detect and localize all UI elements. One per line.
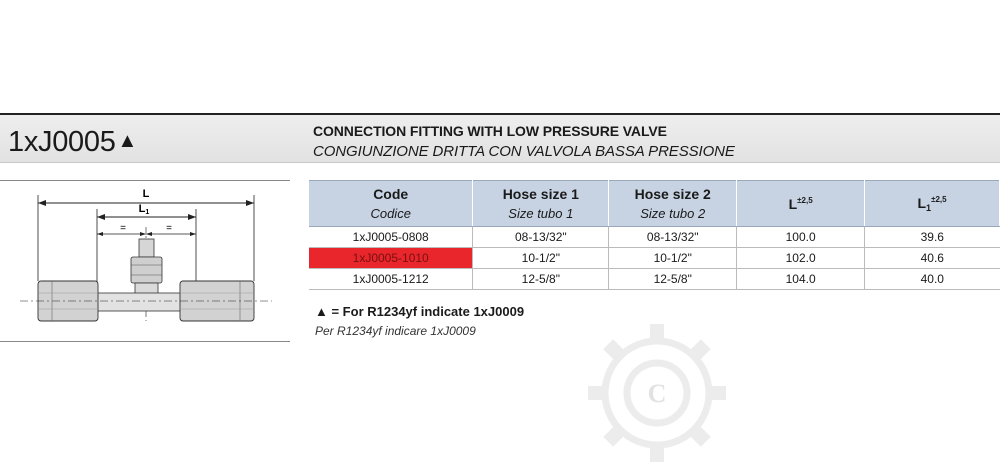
cell-code: 1xJ0005-1212 bbox=[309, 269, 473, 290]
cell-hose2: 08-13/32" bbox=[609, 227, 737, 248]
table-row bbox=[309, 269, 1000, 290]
header-L: $L^{\pm 2,5}$ bbox=[737, 181, 865, 227]
cell-L: 102.0 bbox=[737, 248, 865, 269]
cell-L1: 40.0 bbox=[865, 269, 1000, 290]
cell-hose2: 10-1/2" bbox=[609, 248, 737, 269]
technical-drawing bbox=[0, 180, 290, 342]
triangle-marker-icon: ▲ bbox=[117, 130, 138, 152]
equal-right-label: = bbox=[166, 223, 172, 234]
table-header-row bbox=[309, 181, 1000, 227]
cell-code: 1xJ0005-0808 bbox=[309, 227, 473, 248]
header-hose2: Hose size 2 Size tubo 2 bbox=[609, 181, 737, 227]
header-L1: $L_1^{\pm 2,5}$ bbox=[865, 181, 1000, 227]
header-hose1: Hose size 1 Size tubo 1 bbox=[473, 181, 609, 227]
title-english: CONNECTION FITTING WITH LOW PRESSURE VALVE bbox=[313, 123, 667, 139]
table-row-highlighted bbox=[309, 248, 1000, 269]
gear-watermark-icon bbox=[582, 318, 732, 468]
cell-hose1: 08-13/32" bbox=[473, 227, 609, 248]
cell-L1: 40.6 bbox=[865, 248, 1000, 269]
dim-L1-label: L1 bbox=[138, 203, 150, 216]
cell-hose1: 10-1/2" bbox=[473, 248, 609, 269]
dim-L-label: L bbox=[142, 188, 150, 200]
cell-L1: 39.6 bbox=[865, 227, 1000, 248]
cell-L: 100.0 bbox=[737, 227, 865, 248]
header-code: Code Codice bbox=[309, 181, 473, 227]
product-header bbox=[0, 113, 1000, 163]
fitting-diagram bbox=[0, 181, 290, 343]
spec-table bbox=[309, 180, 1000, 290]
title-italian: CONGIUNZIONE DRITTA CON VALVOLA BASSA PRESSIONE bbox=[313, 143, 735, 160]
cell-code-highlighted: 1xJ0005-1010 bbox=[309, 248, 473, 269]
cell-hose1: 12-5/8" bbox=[473, 269, 609, 290]
note-english: ▲ = For R1234yf indicate 1xJ0009 bbox=[315, 304, 525, 319]
equal-left-label: = bbox=[120, 223, 126, 234]
watermark-letter: C bbox=[647, 379, 667, 408]
cell-hose2: 12-5/8" bbox=[609, 269, 737, 290]
cell-L: 104.0 bbox=[737, 269, 865, 290]
product-code-text: 1xJ0005 bbox=[8, 126, 116, 158]
table-row bbox=[309, 227, 1000, 248]
note-italian: Per R1234yf indicare 1xJ0009 bbox=[315, 324, 476, 338]
product-code bbox=[8, 126, 137, 159]
